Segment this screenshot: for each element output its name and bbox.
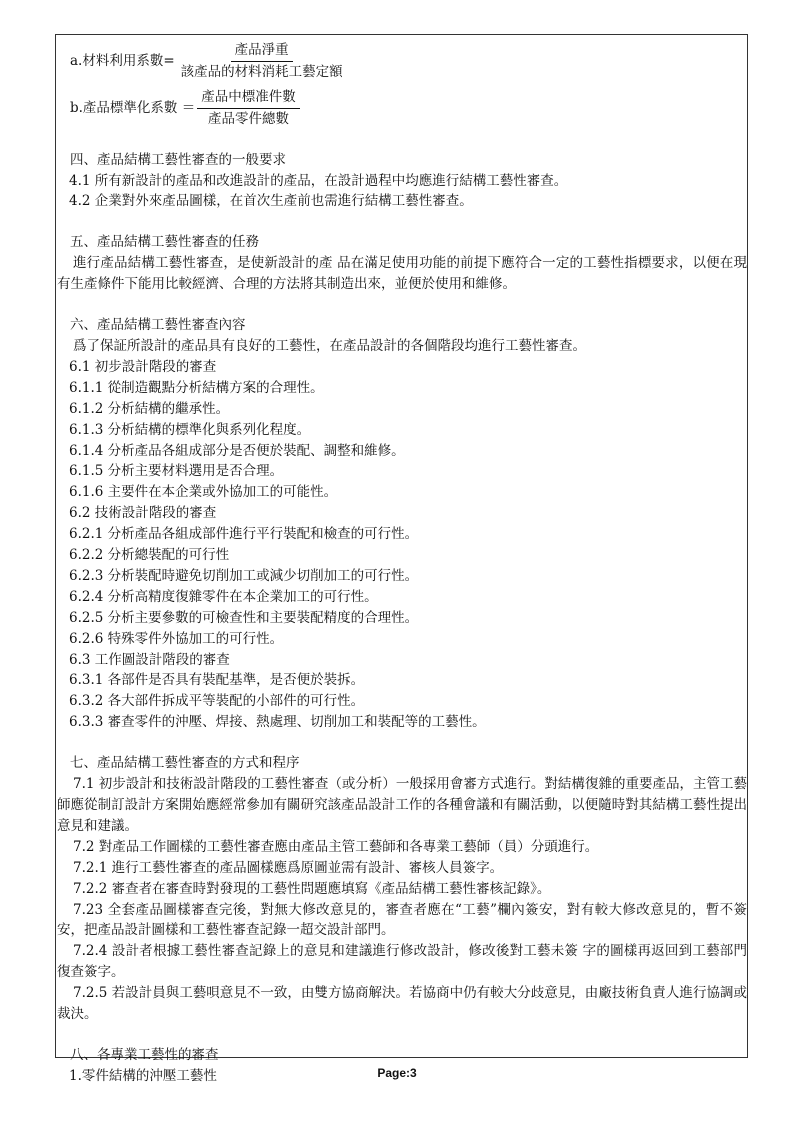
list-item: 6.2.6 特殊零件外協加工的可行性。 — [69, 630, 284, 647]
list-item: 6.3 工作圖設計階段的審查 — [69, 651, 230, 668]
list-item: 6.2 技術設計階段的審查 — [69, 505, 217, 522]
fraction-numerator: 產品淨重 — [231, 40, 293, 62]
paragraph: 7.2.5 若設計員與工藝唄意見不一致，由雙方協商解決。若協商中仍有較大分歧意見，由廠技術負責人進行協調或裁決。 — [57, 985, 747, 1023]
list-item: 6.2.5 分析主要參數的可檢查性和主要裝配精度的合理性。 — [69, 609, 419, 626]
document-body — [57, 40, 747, 1087]
list-item: 6.3.2 各大部件拆成平等裝配的小部件的可行性。 — [69, 693, 365, 710]
section-heading: 六、產品結構工藝性審查內容 — [70, 317, 246, 334]
section-heading: 五、產品結構工藝性審查的任務 — [70, 234, 259, 251]
list-item: 7.2 對產品工作圖樣的工藝性審查應由產品主管工藝師和各專業工藝師（員）分頭進行。 — [73, 838, 599, 855]
list-item: 6.1.3 分析結構的標準化與系列化程度。 — [69, 421, 311, 438]
paragraph: 7.23 全套產品圖樣審查完後，對無大修改意見的，審查者應在“工藝”欄內簽安，對有較大修改意見的，暫不簽安，把產品設計圖樣和工藝性審查記錄一超交設計部門。 — [57, 901, 747, 939]
section-heading: 四、產品結構工藝性審查的一般要求 — [70, 151, 286, 168]
formula-label: a.材料利用系數= — [70, 52, 175, 69]
formula-standardization — [57, 87, 747, 130]
paragraph: 7.1 初步設計和技術設計階段的工藝性審查（或分析）一般採用會審方式進行。對結構復雜的重要產品，主管工藝師應從制訂設計方案開始應經常參加有關研究該產品設計工作的各種會議和有關活動，以便隨時對其結構工藝性提出意見和建議。 — [57, 776, 747, 834]
section-heading: 七、產品結構工藝性審查的方式和程序 — [70, 755, 300, 772]
list-item: 4.2 企業對外來產品圖樣，在首次生產前也需進行結構工藝性審查。 — [69, 193, 473, 210]
list-item: 6.1.4 分析產品各組成部分是否便於裝配、調整和維修。 — [69, 442, 405, 459]
paragraph: 進行產品結構工藝性審查，是使新設計的產 品在滿足使用功能的前提下應符合一定的工藝性指標要求，以便在現有生產條件下能用比較經濟、合理的方法將其制造出來，並便於使用和維修。 — [57, 255, 747, 293]
list-item: 6.1.2 分析結構的繼承性。 — [69, 400, 230, 417]
list-item: 6.3.1 各部件是否具有裝配基準，是否便於裝拆。 — [69, 672, 365, 689]
list-item: 6.1.6 主要件在本企業或外協加工的可能性。 — [69, 484, 338, 501]
formula-material-utilization — [57, 40, 747, 83]
list-item: 6.3.3 審查零件的沖壓、焊接、熱處理、切削加工和裝配等的工藝性。 — [69, 714, 486, 731]
list-item: 6.2.2 分析總裝配的可行性 — [69, 547, 230, 564]
list-item: 6.1 初步設計階段的審查 — [69, 358, 217, 375]
fraction — [177, 40, 347, 83]
list-item: 7.2.1 進行工藝性審查的產品圖樣應爲原圖並需有設計、審核人員簽字。 — [73, 859, 504, 876]
list-item: 6.1.1 從制造觀點分析結構方案的合理性。 — [69, 379, 324, 396]
fraction-denominator: 該產品的材料消耗工藝定額 — [180, 63, 343, 80]
list-item: 7.2.2 審查者在審查時對發現的工藝性問題應填寫《產品結構工藝性審核記錄》。 — [73, 880, 551, 897]
paragraph: 7.2.4 設計者根據工藝性審查記錄上的意見和建議進行修改設計，修改後對工藝未簽 字的圖樣再返回到工藝部門復查簽字。 — [57, 943, 747, 981]
formula-label: b.產品標準化系數 ＝ — [70, 99, 196, 116]
section-heading: 八、各專業工藝性的審查 — [70, 1046, 219, 1063]
fraction — [197, 87, 300, 130]
fraction-numerator: 產品中標准件數 — [197, 87, 300, 109]
list-item: 1.零件結構的沖壓工藝性 — [69, 1067, 217, 1084]
list-item: 4.1 所有新設計的產品和改進設計的產品，在設計過程中均應進行結構工藝性審查。 — [69, 172, 568, 189]
list-item: 6.1.5 分析主要材料選用是否合理。 — [69, 463, 284, 480]
list-item: 6.2.4 分析高精度復雜零件在本企業加工的可行性。 — [69, 588, 378, 605]
fraction-denominator: 產品零件總數 — [207, 110, 289, 127]
paragraph: 爲了保証所設計的產品具有良好的工藝性，在產品設計的各個階段均進行工藝性審查。 — [73, 337, 586, 354]
list-item: 6.2.1 分析產品各組成部件進行平行裝配和檢查的可行性。 — [69, 526, 419, 543]
page-number: Page:3 — [377, 1066, 417, 1080]
list-item: 6.2.3 分析裝配時避免切削加工或減少切削加工的可行性。 — [69, 567, 419, 584]
